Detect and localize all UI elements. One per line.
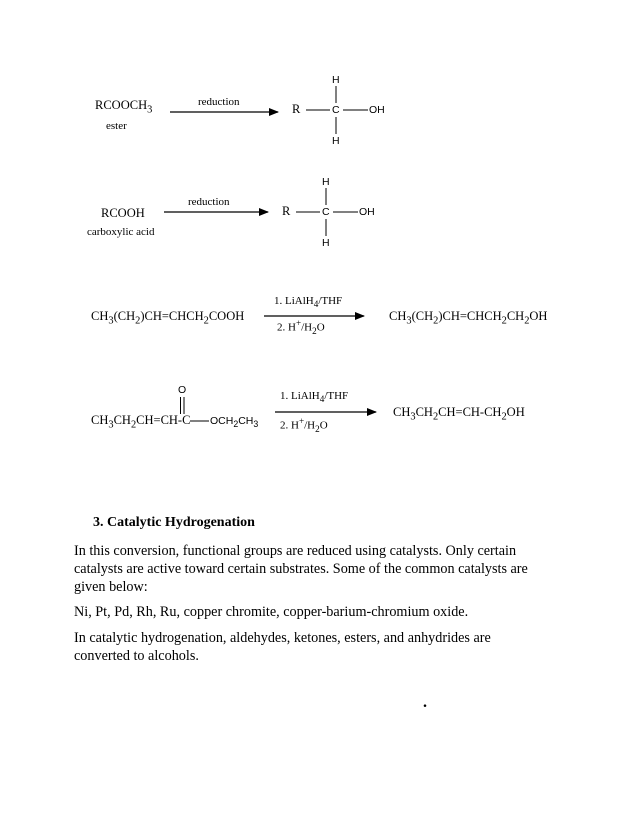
formula-subscript: 2 xyxy=(130,419,137,431)
formula-subscript: 2 xyxy=(233,419,239,430)
formula-part: CH xyxy=(91,413,109,427)
reaction-1-reactant-label: ester xyxy=(106,120,127,132)
reaction-2-reactant: RCOOH xyxy=(101,206,145,220)
reagent-subscript: 4 xyxy=(319,394,325,405)
reaction-4-ester-group xyxy=(210,415,258,429)
reaction-1-reagent: reduction xyxy=(198,96,240,108)
reaction-1-product-h-bottom: H xyxy=(332,135,340,147)
formula-subscript: 3 xyxy=(410,411,416,423)
formula-part: CH xyxy=(91,309,109,323)
reagent-part: 2. H xyxy=(277,321,296,334)
reagent-part: 1. LiAlH xyxy=(280,390,320,402)
reagent-part: O xyxy=(316,321,325,334)
formula-subscript: 3 xyxy=(108,419,114,431)
formula-part: OH xyxy=(529,309,548,323)
reagent-part: /H xyxy=(304,419,316,432)
reaction-2-product-oh: OH xyxy=(359,206,375,218)
formula-subscript: 2 xyxy=(432,411,439,423)
reaction-1-reactant xyxy=(95,98,152,116)
reagent-part: /THF xyxy=(324,390,349,402)
reaction-2-reagent: reduction xyxy=(188,196,230,208)
reaction-3-reactant xyxy=(91,309,244,327)
paragraph-intro xyxy=(74,542,544,596)
catalyst-list: Ni, Pt, Pd, Rh, Ru, copper chromite, copper-barium-chromium oxide. xyxy=(74,604,469,620)
reagent-part: /H xyxy=(301,321,313,334)
paragraph-line: In catalytic hydrogenation, aldehydes, ketones, esters, and anhydrides are xyxy=(74,630,491,646)
reagent-superscript: + xyxy=(295,318,302,328)
reaction-4-reactant xyxy=(91,413,190,431)
paragraph-conclusion xyxy=(74,629,544,665)
formula-part: OH xyxy=(506,405,525,419)
reagent-part: 2. H xyxy=(280,419,299,432)
reaction-1-product-oh: OH xyxy=(369,104,385,116)
formula-part: CH xyxy=(238,415,254,427)
reagent-part: O xyxy=(319,419,328,432)
formula-part: CH xyxy=(506,309,525,323)
reaction-2-product-h-top: H xyxy=(322,176,330,188)
reaction-1-product-r: R xyxy=(292,102,301,116)
formula-part: CH=CH-C xyxy=(136,413,191,427)
formula-part: CH xyxy=(415,405,433,419)
paragraph-line: catalysts are active toward certain substrates. Some of the common catalysts are xyxy=(74,561,528,577)
formula-subscript: 2 xyxy=(135,315,141,327)
formula-part: )CH=CHCH xyxy=(438,309,502,323)
reaction-4-reagent-1 xyxy=(280,390,348,404)
reaction-4-product xyxy=(393,405,525,423)
formula-part: COOH xyxy=(208,309,245,323)
reagent-subscript: 2 xyxy=(312,325,317,336)
formula-subscript: 2 xyxy=(433,315,439,327)
reaction-1-product-h-top: H xyxy=(332,74,340,86)
reagent-subscript: 4 xyxy=(313,299,319,310)
reagent-superscript: + xyxy=(298,416,305,426)
formula-part: OCH xyxy=(210,415,234,427)
formula-part: (CH xyxy=(411,309,434,323)
formula-subscript: 2 xyxy=(501,411,507,423)
formula-subscript: 2 xyxy=(501,315,507,327)
reaction-3-product xyxy=(389,309,547,327)
formula-part: CH xyxy=(393,405,411,419)
stray-dot: . xyxy=(423,694,427,711)
formula-part: (CH xyxy=(113,309,136,323)
reaction-1-reactant-formula: RCOOCH xyxy=(95,98,148,112)
section-heading: 3. Catalytic Hydrogenation xyxy=(93,515,255,530)
reaction-2-product-h-bottom: H xyxy=(322,237,330,249)
paragraph-line: converted to alcohols. xyxy=(74,648,199,664)
formula-part: )CH=CHCH xyxy=(140,309,204,323)
reaction-4-carbonyl-oxygen: O xyxy=(178,384,187,396)
formula-subscript: 3 xyxy=(406,315,412,327)
formula-subscript: 3 xyxy=(253,419,259,430)
reaction-4-reagent-2 xyxy=(280,416,328,434)
reaction-1-product-c: C xyxy=(332,104,340,116)
reaction-3-reagent-1 xyxy=(274,295,342,309)
formula-part: CH xyxy=(113,413,131,427)
formula-subscript: 3 xyxy=(108,315,114,327)
formula-subscript: 2 xyxy=(524,315,530,327)
formula-part: CH=CH-CH xyxy=(438,405,502,419)
reaction-1-reactant-subscript: 3 xyxy=(147,104,153,116)
formula-subscript: 2 xyxy=(203,315,209,327)
reagent-subscript: 2 xyxy=(315,423,320,434)
reaction-2-reactant-label: carboxylic acid xyxy=(87,226,155,238)
paragraph-line: given below: xyxy=(74,579,148,595)
formula-part: CH xyxy=(389,309,407,323)
reaction-3-reagent-2 xyxy=(277,318,325,336)
reagent-part: 1. LiAlH xyxy=(274,295,314,307)
reagent-part: /THF xyxy=(318,295,343,307)
paragraph-line: In this conversion, functional groups are reduced using catalysts. Only certain xyxy=(74,543,517,559)
reaction-2-product-c: C xyxy=(322,206,330,218)
reaction-2-product-r: R xyxy=(282,204,291,218)
